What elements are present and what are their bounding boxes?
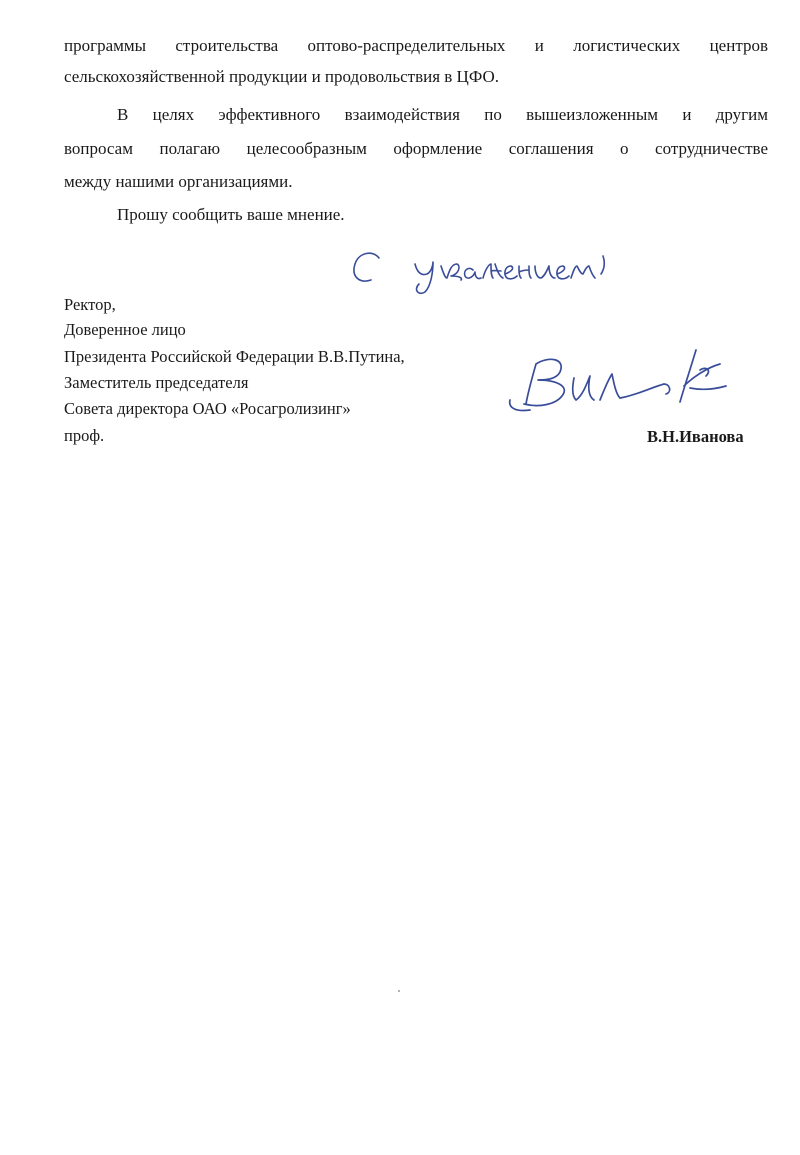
signatory-title-line-5: Совета директора ОАО «Росагролизинг» xyxy=(64,399,351,418)
signatory-title-line-6: проф. xyxy=(64,426,105,445)
scan-speck xyxy=(398,990,400,992)
signatory-title-line-3: Президента Российской Федерации В.В.Путина, xyxy=(64,347,405,366)
handwritten-greeting xyxy=(345,238,625,298)
signatory-title-line-4: Заместитель председателя xyxy=(64,373,249,392)
paragraph-2-line-1: В целях эффективного взаимодействия по вышеизложенным и другим xyxy=(117,105,768,124)
signatory-name: В.Н.Иванова xyxy=(647,427,744,446)
paragraph-1-line-1: программы строительства оптово-распределительных и логистических центров xyxy=(64,36,768,55)
signatory-title-line-1: Ректор, xyxy=(64,295,116,314)
handwritten-signature xyxy=(500,330,740,420)
paragraph-3: Прошу сообщить ваше мнение. xyxy=(117,205,345,224)
paragraph-2-line-2: вопросам полагаю целесообразным оформление соглашения о сотрудничестве xyxy=(64,139,768,158)
paragraph-1-line-2: сельскохозяйственной продукции и продовольствия в ЦФО. xyxy=(64,67,500,86)
signatory-title-line-2: Доверенное лицо xyxy=(64,320,186,339)
paragraph-2-line-3: между нашими организациями. xyxy=(64,172,293,191)
